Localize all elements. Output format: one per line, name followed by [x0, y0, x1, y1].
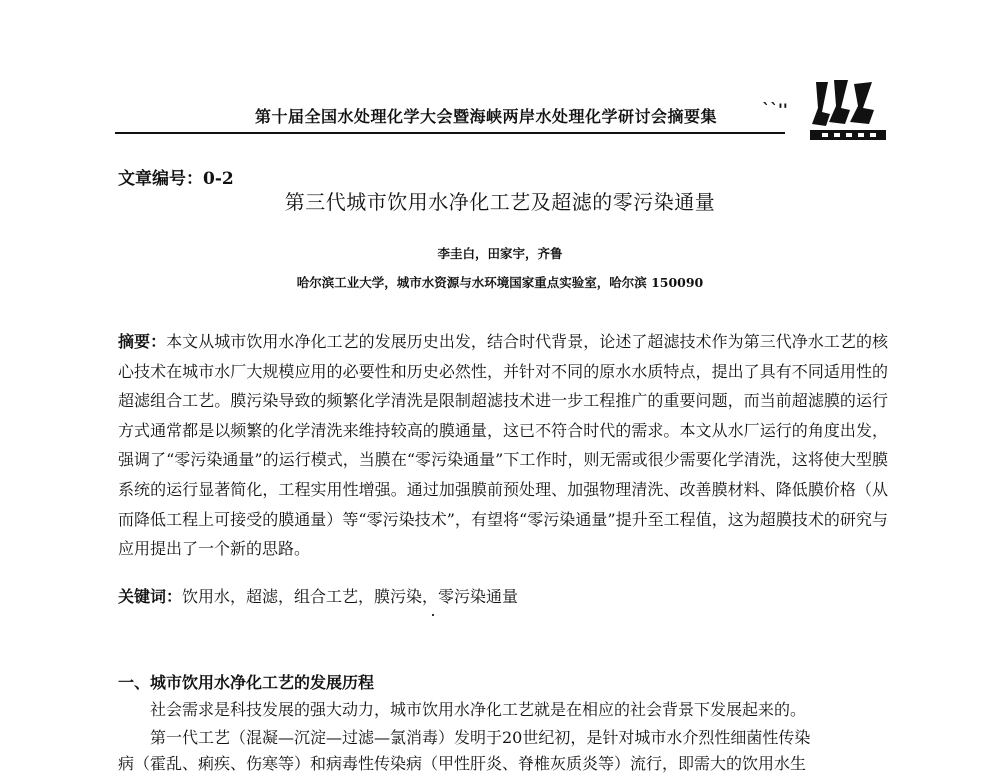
- paper-title: 第三代城市饮用水净化工艺及超滤的零污染通量: [284, 190, 716, 214]
- authors: 李圭白，田家宇，齐鲁: [437, 246, 563, 261]
- abstract-label: 摘要：: [118, 332, 167, 351]
- body-paragraph-3: 病（霍乱、痢疾、伤寒等）和病毒性传染病（甲性肝炎、脊椎灰质炎等）流行，即需大的饮用水生: [118, 754, 807, 773]
- header-rule: [115, 132, 785, 134]
- abstract-text: 本文从城市饮用水净化工艺的发展历史出发，结合时代背景，论述了超滤技术作为第三代净水工艺的核心技术在城市水厂大规模应用的必要性和历史必然性，并针对不同的原水水质特点，提出了具有不同适用性的超滤组合工艺。膜污染导致的频繁化学清洗是限制超滤技术进一步工程推广的重要问题，而当前超滤膜的运行方式通常都是以频繁的化学清洗来维持较高的膜通量，这已不符合时代的需求。本文从水厂运行的角度出发，强调了“零污染通量”的运行模式，当膜在“零污染通量”下工作时，则无需或很少需要化学清洗，这将使大型膜系统的运行显著简化，工程实用性增强。通过加强膜前预处理、加强物理清洗、改善膜材料、降低膜价格（从而降低工程上可接受的膜通量）等“零污染技术”，有望将“零污染通量”提升至工程值，这为超膜技术的研究与应用提出了一个新的思路。: [118, 332, 888, 559]
- article-number: 文章编号：0-2: [118, 169, 234, 189]
- keywords: [118, 584, 888, 607]
- keywords-label: 关键词：: [118, 587, 183, 606]
- running-header-mark: ``'': [762, 100, 788, 119]
- running-header-title: 第十届全国水处理化学大会暨海峡两岸水处理化学研讨会摘要集: [255, 107, 718, 126]
- affiliation: 哈尔滨工业大学，城市水资源与水环境国家重点实验室，哈尔滨 150090: [296, 275, 704, 290]
- body-paragraph-2: 第一代工艺（混凝—沉淀—过滤—氯消毒）发明于20世纪初，是针对城市水介烈性细菌性传染: [150, 728, 811, 747]
- section-heading: 一、城市饮用水净化工艺的发展历程: [118, 673, 375, 692]
- scan-speck: [432, 614, 434, 616]
- body-paragraph-1: 社会需求是科技发展的强大动力，城市饮用水净化工艺就是在相应的社会背景下发展起来的。: [150, 700, 807, 719]
- abstract: [118, 327, 888, 564]
- conference-logo: [808, 78, 888, 144]
- keywords-text: 饮用水，超滤，组合工艺，膜污染，零污染通量: [182, 587, 519, 606]
